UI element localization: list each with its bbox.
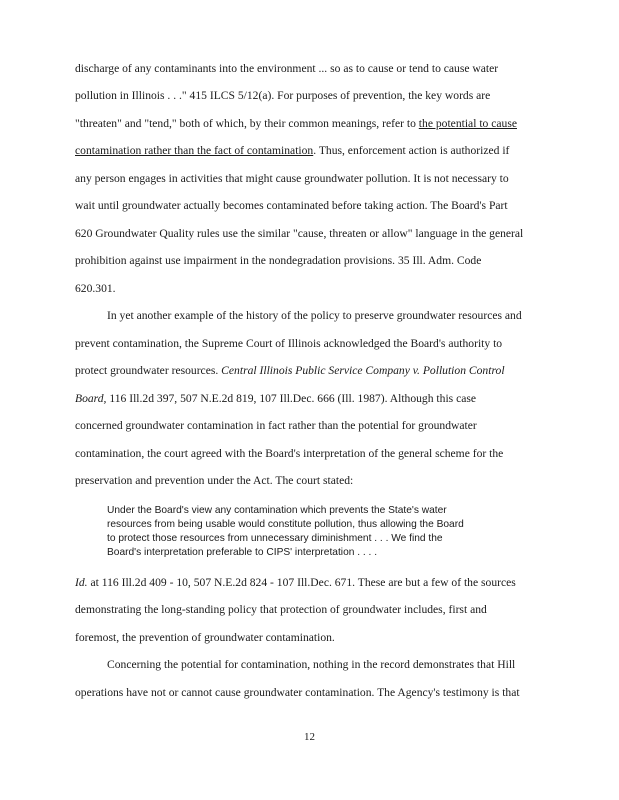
body-line-2: pollution in Illinois . . ." 415 ILCS 5/12(a). For purposes of prevention, the key words are [75,89,491,102]
paragraph-2-line-5: concerned groundwater contamination in fact rather than the potential for groundwater [75,419,477,432]
quote-line-2: resources from being usable would constitute pollution, thus allowing the Board [107,519,464,530]
underlined-phrase-contamination: contamination rather than the fact of contamination [75,144,314,157]
body-line-4 [75,144,509,158]
paragraph-4-line-2: operations have not or cannot cause groundwater contamination. The Agency's testimony is that [75,686,520,699]
paragraph-2-line-1: In yet another example of the history of the policy to preserve groundwater resources and [107,309,522,322]
paragraph-3-line-2: demonstrating the long-standing policy that protection of groundwater includes, first and [75,603,487,616]
body-line-5: any person engages in activities that might cause groundwater pollution. It is not necessary to [75,172,509,185]
body-line-4-rest: . Thus, enforcement action is authorized if [313,144,510,157]
underlined-phrase-potential: the potential to cause [418,117,517,130]
paragraph-2-line-4 [75,392,476,406]
paragraph-4-line-1: Concerning the potential for contamination, nothing in the record demonstrates that Hill [107,658,516,671]
body-line-9: 620.301. [75,282,116,295]
case-name: Central Illinois Public Service Company v. Pollution Control [221,364,505,377]
body-line-6: wait until groundwater actually becomes contaminated before taking action. The Board's Part [75,199,508,212]
paragraph-2-line-2: prevent contamination, the Supreme Court of Illinois acknowledged the Board's authority to [75,337,503,350]
id-cite-rest: at 116 Ill.2d 409 - 10, 507 N.E.2d 824 - 107 Ill.Dec. 671. These are but a few of the sources [90,576,516,589]
paragraph-2-line-3-text: protect groundwater resources. [75,364,219,377]
paragraph-2-line-3 [75,364,505,378]
quote-line-4: Board's interpretation preferable to CIPS' interpretation . . . . [107,547,378,558]
page-number: 12 [304,731,315,743]
paragraph-3-line-3: foremost, the prevention of groundwater contamination. [75,631,335,644]
body-line-3-text: "threaten" and "tend," both of which, by their common meanings, refer to [75,117,416,130]
quote-line-3: to protect those resources from unnecessary diminishment . . . We find the [107,533,443,544]
body-line-7: 620 Groundwater Quality rules use the similar "cause, threaten or allow" language in the general [75,227,524,240]
citation-line [75,576,516,590]
case-citation: 116 Ill.2d 397, 507 N.E.2d 819, 107 Ill.Dec. 666 (Ill. 1987). Although this case [109,392,477,405]
paragraph-2-line-6: contamination, the court agreed with the Board's interpretation of the general scheme for the [75,447,504,460]
body-line-3 [75,117,517,131]
case-name-continued: Board, [75,392,107,405]
id-cite: Id. [75,576,88,589]
quote-line-1: Under the Board's view any contamination which prevents the State's water [107,505,447,516]
body-line-1: discharge of any contaminants into the environment ... so as to cause or tend to cause water [75,62,499,75]
body-line-8: prohibition against use impairment in the nondegradation provisions. 35 Ill. Adm. Code [75,254,482,267]
paragraph-2-line-7: preservation and prevention under the Act. The court stated: [75,474,354,487]
